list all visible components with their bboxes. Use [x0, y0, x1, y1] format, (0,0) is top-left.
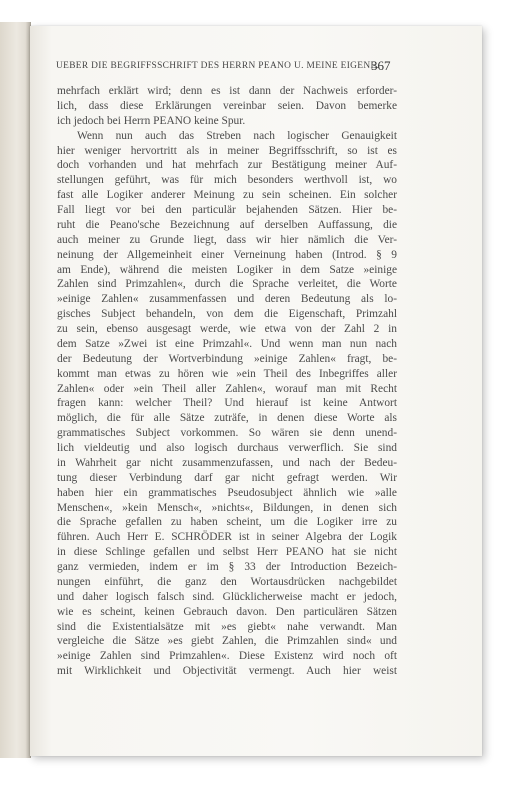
text-line: führen. Auch Herr E. SCHRÖDER ist in seiner Algebra der Logik	[57, 531, 397, 544]
text-line: kommt man etwas zu hören wie »ein Theil des Inbegriffes aller	[57, 367, 397, 380]
text-line: »einige Zahlen« zusammenfassen und deren Bedeutung als lo-	[57, 293, 397, 306]
text-line: stellungen geführt, was für mich besonders werthvoll ist, wo	[57, 174, 397, 187]
text-line: tung dieser Verbindung darf gar nicht gefragt werden. Wir	[57, 471, 397, 484]
text-line: und daher logisch falsch sind. Glücklicherweise macht er jedoch,	[57, 590, 397, 603]
text-line: wie es scheint, keinen Gebrauch davon. Den particulären Sätzen	[57, 605, 397, 618]
text-line: nungen einführt, die ganz den Wortausdrücken nachgebildet	[57, 575, 397, 588]
text-line: neinung der Allgemeinheit einer Verneinung haben (Introd. § 9	[57, 248, 397, 261]
text-line: »einige Zahlen sind Primzahlen«. Diese Existenz wird noch oft	[57, 650, 397, 663]
page-number: 367	[371, 58, 391, 73]
left-page-edge	[0, 22, 31, 758]
body-text	[57, 84, 397, 679]
text-line: die Sprache gefallen zu haben scheint, um die Logiker irre zu	[57, 516, 397, 529]
text-line: haben hier ein grammatisches Pseudosubject ähnlich wie »alle	[57, 486, 397, 499]
text-line: Zahlen« oder »ein Theil aller Zahlen«, worauf man mit Recht	[57, 382, 397, 395]
text-line: Zahlen sind Primzahlen«, durch die Sprache verleitet, die Worte	[57, 278, 397, 291]
text-line: zu sein, ebenso ausgesagt werde, wie etwa von der Zahl 2 in	[57, 323, 397, 335]
text-line: vergleiche die Sätze »es giebt Zahlen, die Primzahlen sind« und	[57, 635, 397, 648]
text-line: lich, dass diese Erklärungen vereinbar seien. Davon bemerke	[57, 99, 397, 112]
text-line: gisches Subject behandeln, von dem die Eigenschaft, Primzahl	[57, 308, 397, 321]
text-line: mit Wirklichkeit und Objectivität vermengt. Auch hier weist	[57, 665, 397, 678]
text-line: dem Satze »Zwei ist eine Primzahl«. Und wenn man nun nach	[57, 337, 397, 350]
text-line: mehrfach erklärt wird; denn es ist dann der Nachweis erforder-	[57, 85, 397, 97]
text-line: fast alle Logiker anderer Meinung zu sein scheinen. Ein solcher	[57, 189, 397, 202]
text-line: ruht die Peano'sche Bezeichnung auf derselben Auffassung, die	[57, 218, 397, 231]
text-line: grammatisches Subject vorkommen. So wären sie denn unend-	[57, 427, 397, 440]
text-line: ich jedoch bei Herrn PEANO keine Spur.	[57, 114, 246, 127]
text-line: ganz vermieden, indem er im § 33 der Introduction Bezeich-	[57, 561, 397, 573]
text-line: hier weniger hervortritt als in meiner Begriffsschrift, so ist es	[57, 144, 397, 157]
text-line: auch meiner zu Grunde liegt, dass wir hier nämlich die Ver-	[57, 233, 397, 246]
text-line: der Bedeutung der Wortverbindung »einige Zahlen« fragt, be-	[57, 352, 397, 365]
text-line: lich vieldeutig und also logisch durchaus verwerflich. Sie sind	[57, 442, 397, 454]
text-line: sind die Existentialsätze mit »es giebt« nahe verwandt. Man	[57, 620, 397, 633]
text-line: Wenn nun auch das Streben nach logischer Genauigkeit	[77, 129, 397, 142]
text-line: am Ende), während die meisten Logiker in dem Satze »einige	[57, 263, 397, 276]
text-line: in Wahrheit gar nicht zusammenzufassen, und nach der Bedeu-	[57, 456, 397, 469]
text-line: fragen kann: welcher Theil? Und hierauf ist keine Antwort	[57, 397, 397, 410]
text-line: in diese Schlinge gefallen und selbst Herr PEANO hat sie nicht	[57, 546, 397, 559]
text-line: möglich, die für alle Sätze zuträfe, in denen diese Worte als	[57, 412, 397, 425]
text-line: Fall liegt vor bei den particulär bejahenden Sätzen. Hier be-	[57, 204, 397, 216]
text-line: Menschen«, »kein Mensch«, »nichts«, Bildungen, in denen sich	[57, 501, 397, 514]
text-line: doch vorhanden und hat mehrfach zur Bestätigung meiner Auf-	[57, 159, 397, 172]
running-head: UEBER DIE BEGRIFFSSCHRIFT DES HERRN PEANO U. MEINE EIGENE.	[56, 61, 380, 71]
